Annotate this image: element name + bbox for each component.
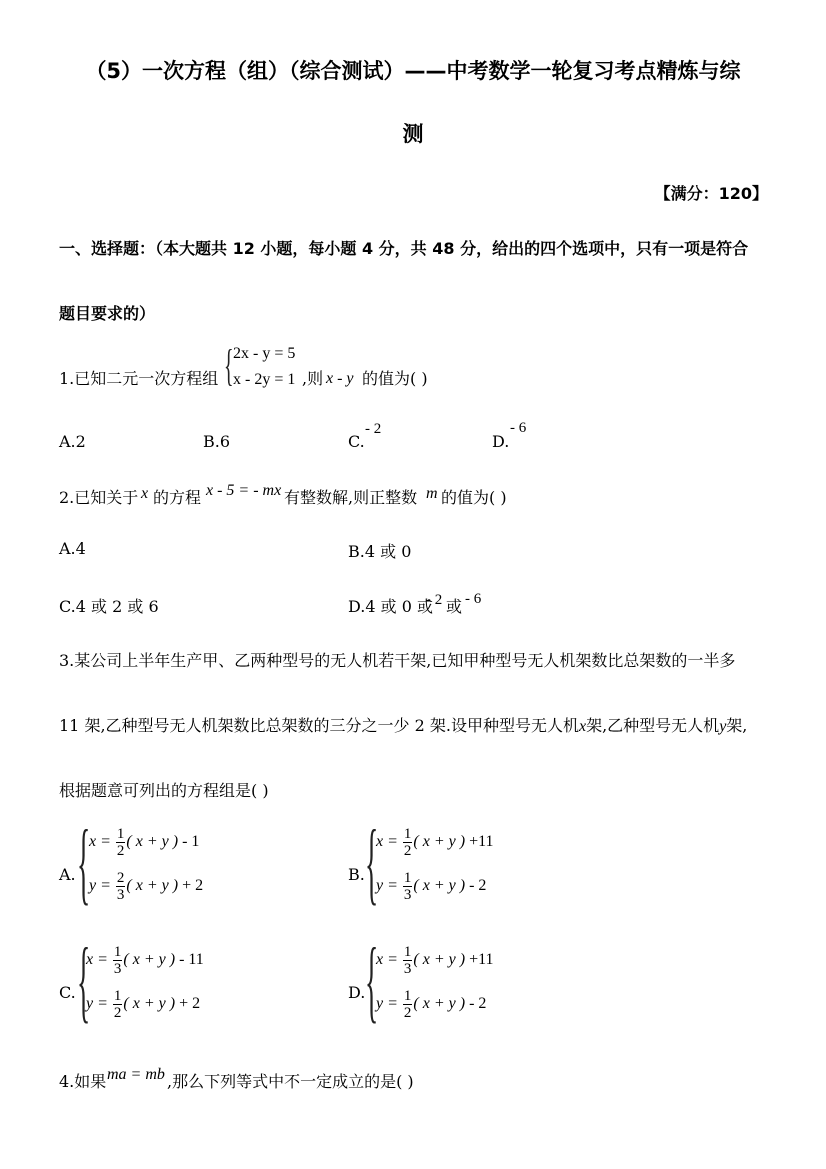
q3-option-b-label: B.: [348, 865, 365, 884]
q3-option-a-eq1: x = $\frac{1}{2}$ ( x + y ) - 1: [89, 826, 200, 859]
q1-option-a[interactable]: A.2: [59, 432, 86, 451]
q3-option-b-eq2: y = $\frac{1}{3}$ ( x + y ) - 2: [376, 870, 487, 903]
q3-option-c-brace: {: [77, 929, 91, 1031]
q2-equation: x - 5 = - mx: [206, 482, 282, 499]
q1-option-d-value: - 6: [510, 420, 527, 436]
q1-suffix: 的值为( ): [362, 369, 428, 388]
q3-option-b-eq1: x = $\frac{1}{2}$ ( x + y ) +11: [376, 826, 494, 859]
q1-prefix: 1.已知二元一次方程组: [59, 369, 219, 388]
q2-option-c[interactable]: C.4 或 2 或 6: [59, 597, 159, 616]
q3-option-c-eq2: y = $\frac{1}{2}$ ( x + y ) + 2: [86, 988, 201, 1021]
q3-var-y: y: [719, 718, 727, 735]
q3-option-d-eq1: x = $\frac{1}{3}$ ( x + y ) +11: [376, 944, 494, 977]
q1-option-d[interactable]: [492, 432, 509, 451]
q2-option-d-value2: - 6: [465, 591, 482, 607]
q3-option-b-brace: {: [365, 811, 379, 913]
q1-brace: {: [224, 341, 234, 390]
section-heading: 一、选择题：（本大题共 12 小题，每小题 4 分，共 48 分，给出的四个选项中，只有一项是符合: [59, 239, 749, 258]
q2-option-d[interactable]: [348, 594, 433, 617]
q3-line2c: 架,: [726, 716, 748, 735]
q2-var-m: m: [426, 485, 438, 502]
q3-option-c-label: C.: [59, 983, 76, 1002]
q4-prefix: 4.如果: [59, 1072, 107, 1091]
page-title: （5）一次方程（组）（综合测试）——中考数学一轮复习考点精炼与综: [85, 59, 741, 83]
q2-option-d-label: D.4 或 0 或: [348, 597, 433, 616]
q2-option-d-value1: - 2: [426, 592, 443, 608]
q2-prefix: 2.已知关于: [59, 488, 139, 507]
q1-option-d-label: D.: [492, 432, 510, 451]
q4-equation: ma = mb: [107, 1066, 165, 1083]
q2-mid: 的方程: [153, 488, 202, 507]
q1-option-c-label: C.: [348, 432, 365, 451]
q3-option-d-eq2: y = $\frac{1}{2}$ ( x + y ) - 2: [376, 988, 487, 1021]
q1-option-b[interactable]: B.6: [203, 432, 231, 451]
q3-line3: 根据题意可列出的方程组是( ): [59, 781, 269, 800]
q4-suffix: ,那么下列等式中不一定成立的是( ): [167, 1072, 414, 1091]
q3-option-d-brace: {: [365, 929, 379, 1031]
q3-line2: [59, 713, 747, 736]
q2-option-d-or: 或: [446, 597, 463, 616]
q3-line2b: 架,乙种型号无人机: [586, 716, 720, 735]
section-heading-cont: 题目要求的）: [59, 304, 156, 323]
q3-option-d-label: D.: [348, 983, 366, 1002]
q3-var-x: x: [578, 718, 587, 735]
q3-option-a-eq2: y = $\frac{2}{3}$ ( x + y ) + 2: [89, 870, 204, 903]
q3-line2a: 11 架,乙种型号无人机架数比总架数的三分之一少 2 架.设甲种型号无人机: [59, 716, 579, 735]
q2-mid2: 有整数解,则正整数: [284, 488, 418, 507]
q2-suffix: 的值为( ): [441, 488, 507, 507]
q1-mid: ,则: [302, 369, 324, 388]
q1-eq1: 2x - y = 5: [233, 345, 296, 362]
q2-option-b[interactable]: B.4 或 0: [348, 542, 412, 561]
page-title-cont: 测: [402, 122, 424, 146]
q3-line1: 3.某公司上半年生产甲、乙两种型号的无人机若干架,已知甲种型号无人机架数比总架数的一半多: [59, 651, 736, 670]
q1-option-c[interactable]: [348, 432, 365, 451]
full-score: 【满分：120】: [654, 184, 768, 203]
q3-option-c-eq1: x = $\frac{1}{3}$ ( x + y ) - 11: [86, 944, 204, 977]
q3-option-a-brace: {: [77, 811, 91, 913]
q3-option-a-label: A.: [59, 865, 76, 884]
q1-expr: x - y: [326, 370, 354, 387]
q1-option-c-value: - 2: [365, 421, 382, 437]
q2-option-a[interactable]: A.4: [59, 539, 86, 558]
q2-var-x: x: [141, 485, 149, 502]
q1-eq2: x - 2y = 1: [233, 371, 296, 388]
